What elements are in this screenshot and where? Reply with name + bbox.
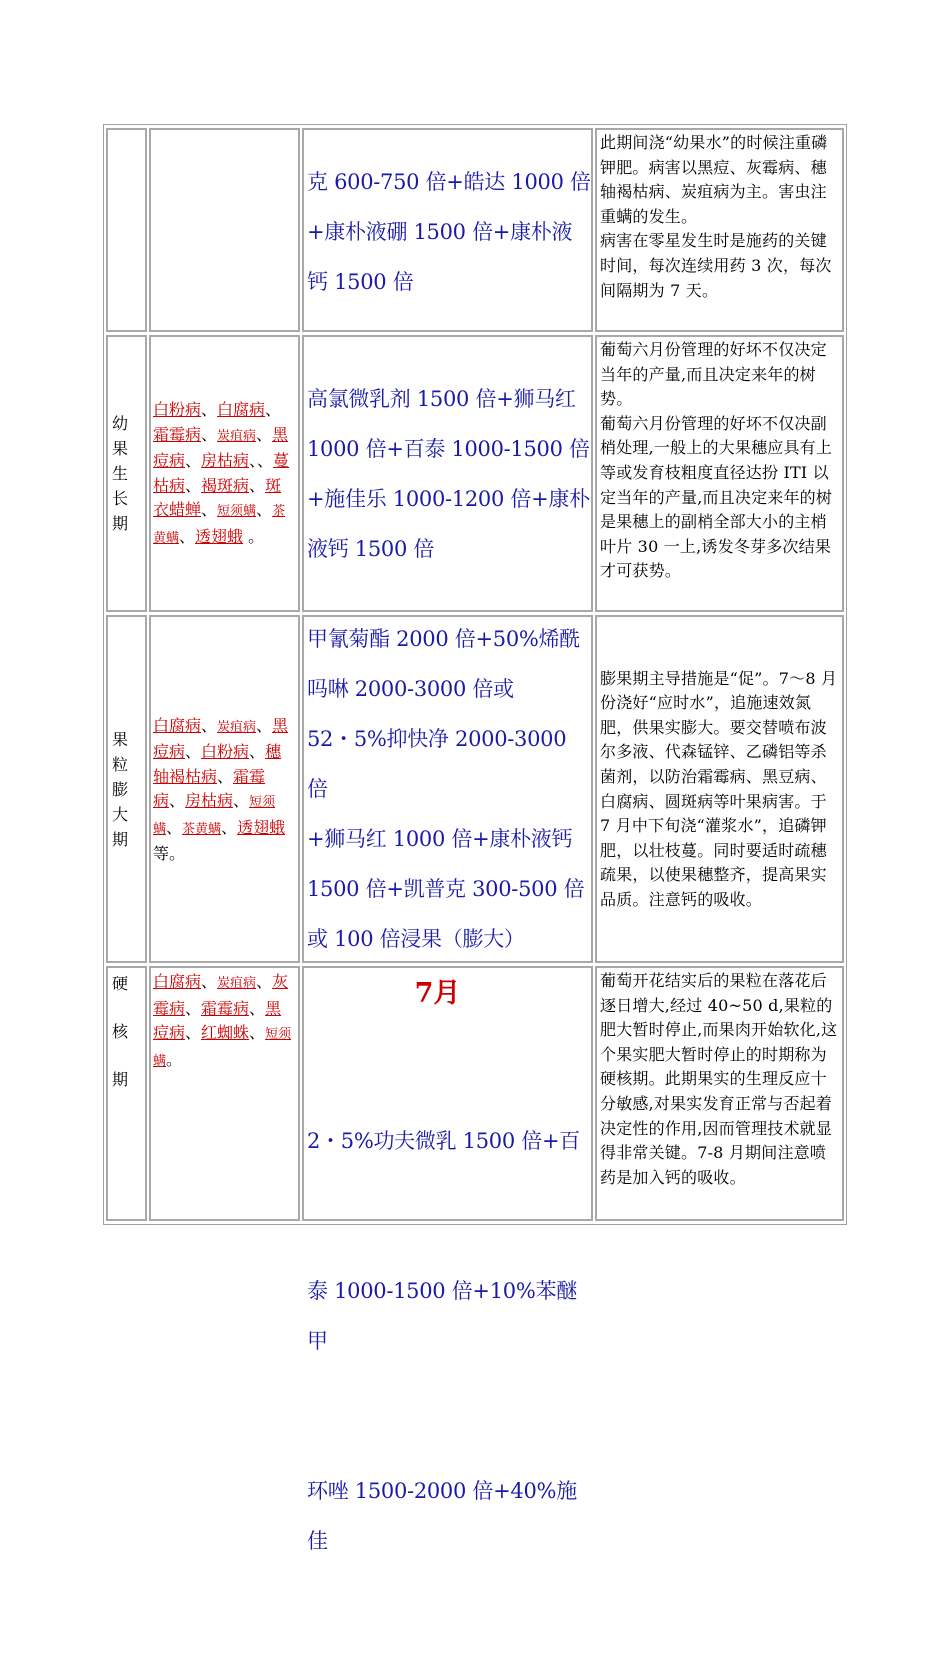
pest-cell <box>149 128 300 332</box>
pest-link[interactable]: 炭疽病 <box>217 719 257 735</box>
pest-link[interactable]: 白粉病 <box>201 742 250 761</box>
pest-link[interactable]: 透翅蛾 <box>237 817 286 837</box>
pest-link[interactable]: 黑痘病 <box>153 715 289 761</box>
pest-link[interactable]: 短须螨 <box>153 1027 292 1069</box>
prescription-line: 2・5%功夫微乳 1500 倍+百 <box>307 1129 580 1153</box>
note-paragraph: 葡萄开花结实后的果粒在落花后逐日增大,经过 40~50 d,果粒的肥大暂时停止,而果肉开始软化,这个果实肥大暂时停止的时期称为硬核期。此期果实的生理反应十分敏感,对果实发育正常与否起着决定性的作用,因而管理技术就显得非常关键。7-8 月期间注意喷药是加入钙的吸收。 <box>600 971 838 1187</box>
separator-text: 、 <box>256 972 273 991</box>
separator-text: 、 <box>256 424 273 444</box>
table-row <box>104 332 846 615</box>
stage-label: 硬核期 <box>112 974 129 1089</box>
prescription-cell <box>302 335 593 612</box>
pest-link[interactable]: 穗轴褐枯病 <box>153 742 282 786</box>
prescription-cell <box>302 966 593 1553</box>
note-cell <box>595 966 844 1221</box>
pest-cell <box>149 615 300 963</box>
prescription-line: 泰 1000-1500 倍+10%苯醚甲 <box>307 1279 577 1353</box>
prescription-line: 环唑 1500-2000 倍+40%施佳 <box>307 1479 577 1553</box>
pest-link[interactable]: 黑痘病 <box>153 424 289 470</box>
pest-link[interactable]: 炭疽病 <box>217 976 257 991</box>
pest-cell <box>149 335 300 612</box>
note-paragraph: 葡萄六月份管理的好坏不仅决副梢处理,一般上的大果穗应具有上等或发育枝粗度直径达扮 ITI 以定当年的产量,而且决定来年的树是果穗上的副梢全部大小的主梢叶片 30 一上,诱发冬芽多次结果才可获势。 <box>600 413 833 581</box>
separator-text: 等。 <box>153 844 186 863</box>
separator-text: 。 <box>243 526 265 546</box>
prescription-line: +狮马红 1000 倍+康朴液钙 <box>307 827 573 851</box>
prescription-cell <box>302 615 593 963</box>
stage-label: 果粒膨大期 <box>112 729 129 849</box>
separator-text: 、 <box>185 1023 202 1042</box>
table-row <box>104 963 846 1553</box>
separator-text: 、 <box>185 475 202 495</box>
table-row <box>104 125 846 335</box>
prescription-line: 1000 倍+百泰 1000-1500 倍 <box>307 436 590 461</box>
prescription-line: 液钙 1500 倍 <box>307 536 435 561</box>
prescription-line: +施佳乐 1000-1200 倍+康朴 <box>307 486 590 511</box>
table-row <box>104 612 846 966</box>
prescription-line: +康朴液硼 1500 倍+康朴液 <box>307 220 573 244</box>
pest-link[interactable]: 斑衣蜡蝉 <box>153 475 282 519</box>
pest-link[interactable]: 茶黄螨 <box>182 821 222 837</box>
pest-link[interactable]: 褐斑病 <box>201 475 250 495</box>
pest-link[interactable]: 白粉病 <box>153 400 202 419</box>
pest-cell <box>149 966 300 1221</box>
pest-link[interactable]: 霜霉病 <box>153 766 266 810</box>
separator-text: 、 <box>166 817 183 837</box>
pest-link[interactable]: 白腐病 <box>153 715 202 735</box>
stage-cell <box>106 615 147 963</box>
note-paragraph: 葡萄六月份管理的好坏不仅决定当年的产量,而且决定来年的树势。 <box>600 340 827 409</box>
pest-link[interactable]: 蔓枯病 <box>153 451 290 495</box>
pest-link[interactable]: 霜霉病 <box>153 424 202 444</box>
pest-link[interactable]: 房枯病 <box>185 791 234 810</box>
separator-text: 、 <box>185 998 202 1018</box>
prescription-cell <box>302 128 593 332</box>
separator-text: 、 <box>249 998 266 1018</box>
pest-link[interactable]: 灰霉病 <box>153 972 289 1018</box>
separator-text: 、 <box>185 742 202 761</box>
prescription-line: 1500 倍+凯普克 300-500 倍 <box>307 877 585 901</box>
pest-link[interactable]: 短须螨 <box>217 504 257 519</box>
pest-link[interactable]: 霜霉病 <box>201 998 250 1018</box>
pest-list <box>153 970 296 1074</box>
pest-link[interactable]: 炭疽病 <box>217 428 257 444</box>
pest-link[interactable]: 白腐病 <box>217 400 266 419</box>
stage-cell <box>106 966 147 1221</box>
note-cell <box>595 615 844 963</box>
pest-link[interactable]: 房枯病 <box>201 451 250 470</box>
separator-text: 、 <box>201 500 218 519</box>
pest-link[interactable]: 透翅蛾 <box>195 526 244 546</box>
separator-text: 、 <box>169 791 186 810</box>
pest-link[interactable]: 茶黄螨 <box>153 504 286 546</box>
stage-cell <box>106 335 147 612</box>
note-paragraph: 膨果期主导措施是“促”。7～8 月份浇好“应时水”，追施速效氮肥，供果实膨大。要交替喷布波尔多液、代森锰锌、乙磷铝等杀菌剂，以防治霜霉病、黑豆病、白腐病、圆斑病等叶果病害。于 7 月中下旬浇“灌浆水”，追磷钾肥，以壮枝蔓。同时要适时疏穗疏果，以使果穗整齐，提高果实品质。注意钙的吸收。 <box>600 668 838 909</box>
note-cell <box>595 128 844 332</box>
separator-text: 、 <box>201 400 218 419</box>
separator-text: 、 <box>256 715 273 735</box>
separator-text: 、 <box>256 500 273 519</box>
separator-text: 、 <box>185 451 202 470</box>
separator-text: 、 <box>249 1023 266 1042</box>
separator-text: 、、 <box>249 451 274 470</box>
prescription-line: 钙 1500 倍 <box>307 270 414 294</box>
pest-link[interactable]: 短须螨 <box>153 795 276 837</box>
pest-link[interactable]: 红蜘蛛 <box>201 1023 250 1042</box>
prescription-line: 吗啉 2000-3000 倍或 <box>307 677 514 701</box>
separator-text: 、 <box>249 742 266 761</box>
pest-link[interactable]: 白腐病 <box>153 972 202 991</box>
separator-text: 、 <box>201 424 218 444</box>
prescription-line: 甲氰菊酯 2000 倍+50%烯酰 <box>307 627 580 651</box>
stage-cell <box>106 128 147 332</box>
note-paragraph: 此期间浇“幼果水”的时候注重磷钾肥。病害以黑痘、灰霉病、穗轴褐枯病、炭疽病为主。害虫注重螨的发生。 <box>600 133 828 226</box>
prescription-line: 克 600-750 倍+皓达 1000 倍 <box>307 170 591 194</box>
separator-text: 、 <box>201 972 218 991</box>
note-paragraph: 病害在零星发生时是施药的关键时间，每次连续用药 3 次，每次间隔期为 7 天。 <box>600 231 832 300</box>
separator-text: 、 <box>221 817 238 837</box>
separator-text: 、 <box>249 475 266 495</box>
separator-text: 、 <box>233 791 250 810</box>
stage-label: 幼果生长期 <box>112 414 129 533</box>
month-heading: 7月 <box>414 978 461 1009</box>
separator-text: 、 <box>217 766 234 786</box>
separator-text: 、 <box>201 715 218 735</box>
pest-list <box>153 714 296 867</box>
prescription-line: 或 100 倍浸果（膨大） <box>307 927 525 951</box>
prescription-line: 52・5%抑快净 2000-3000 倍 <box>307 727 573 801</box>
pest-control-table <box>103 124 847 1553</box>
note-cell <box>595 335 844 612</box>
pest-link[interactable]: 黑痘病 <box>153 998 282 1042</box>
prescription-line: 高氯微乳剂 1500 倍+狮马红 <box>307 386 576 411</box>
separator-text: 、 <box>265 400 282 419</box>
separator-text: 、 <box>179 526 196 546</box>
pest-list <box>153 398 296 551</box>
separator-text: 。 <box>166 1049 183 1069</box>
